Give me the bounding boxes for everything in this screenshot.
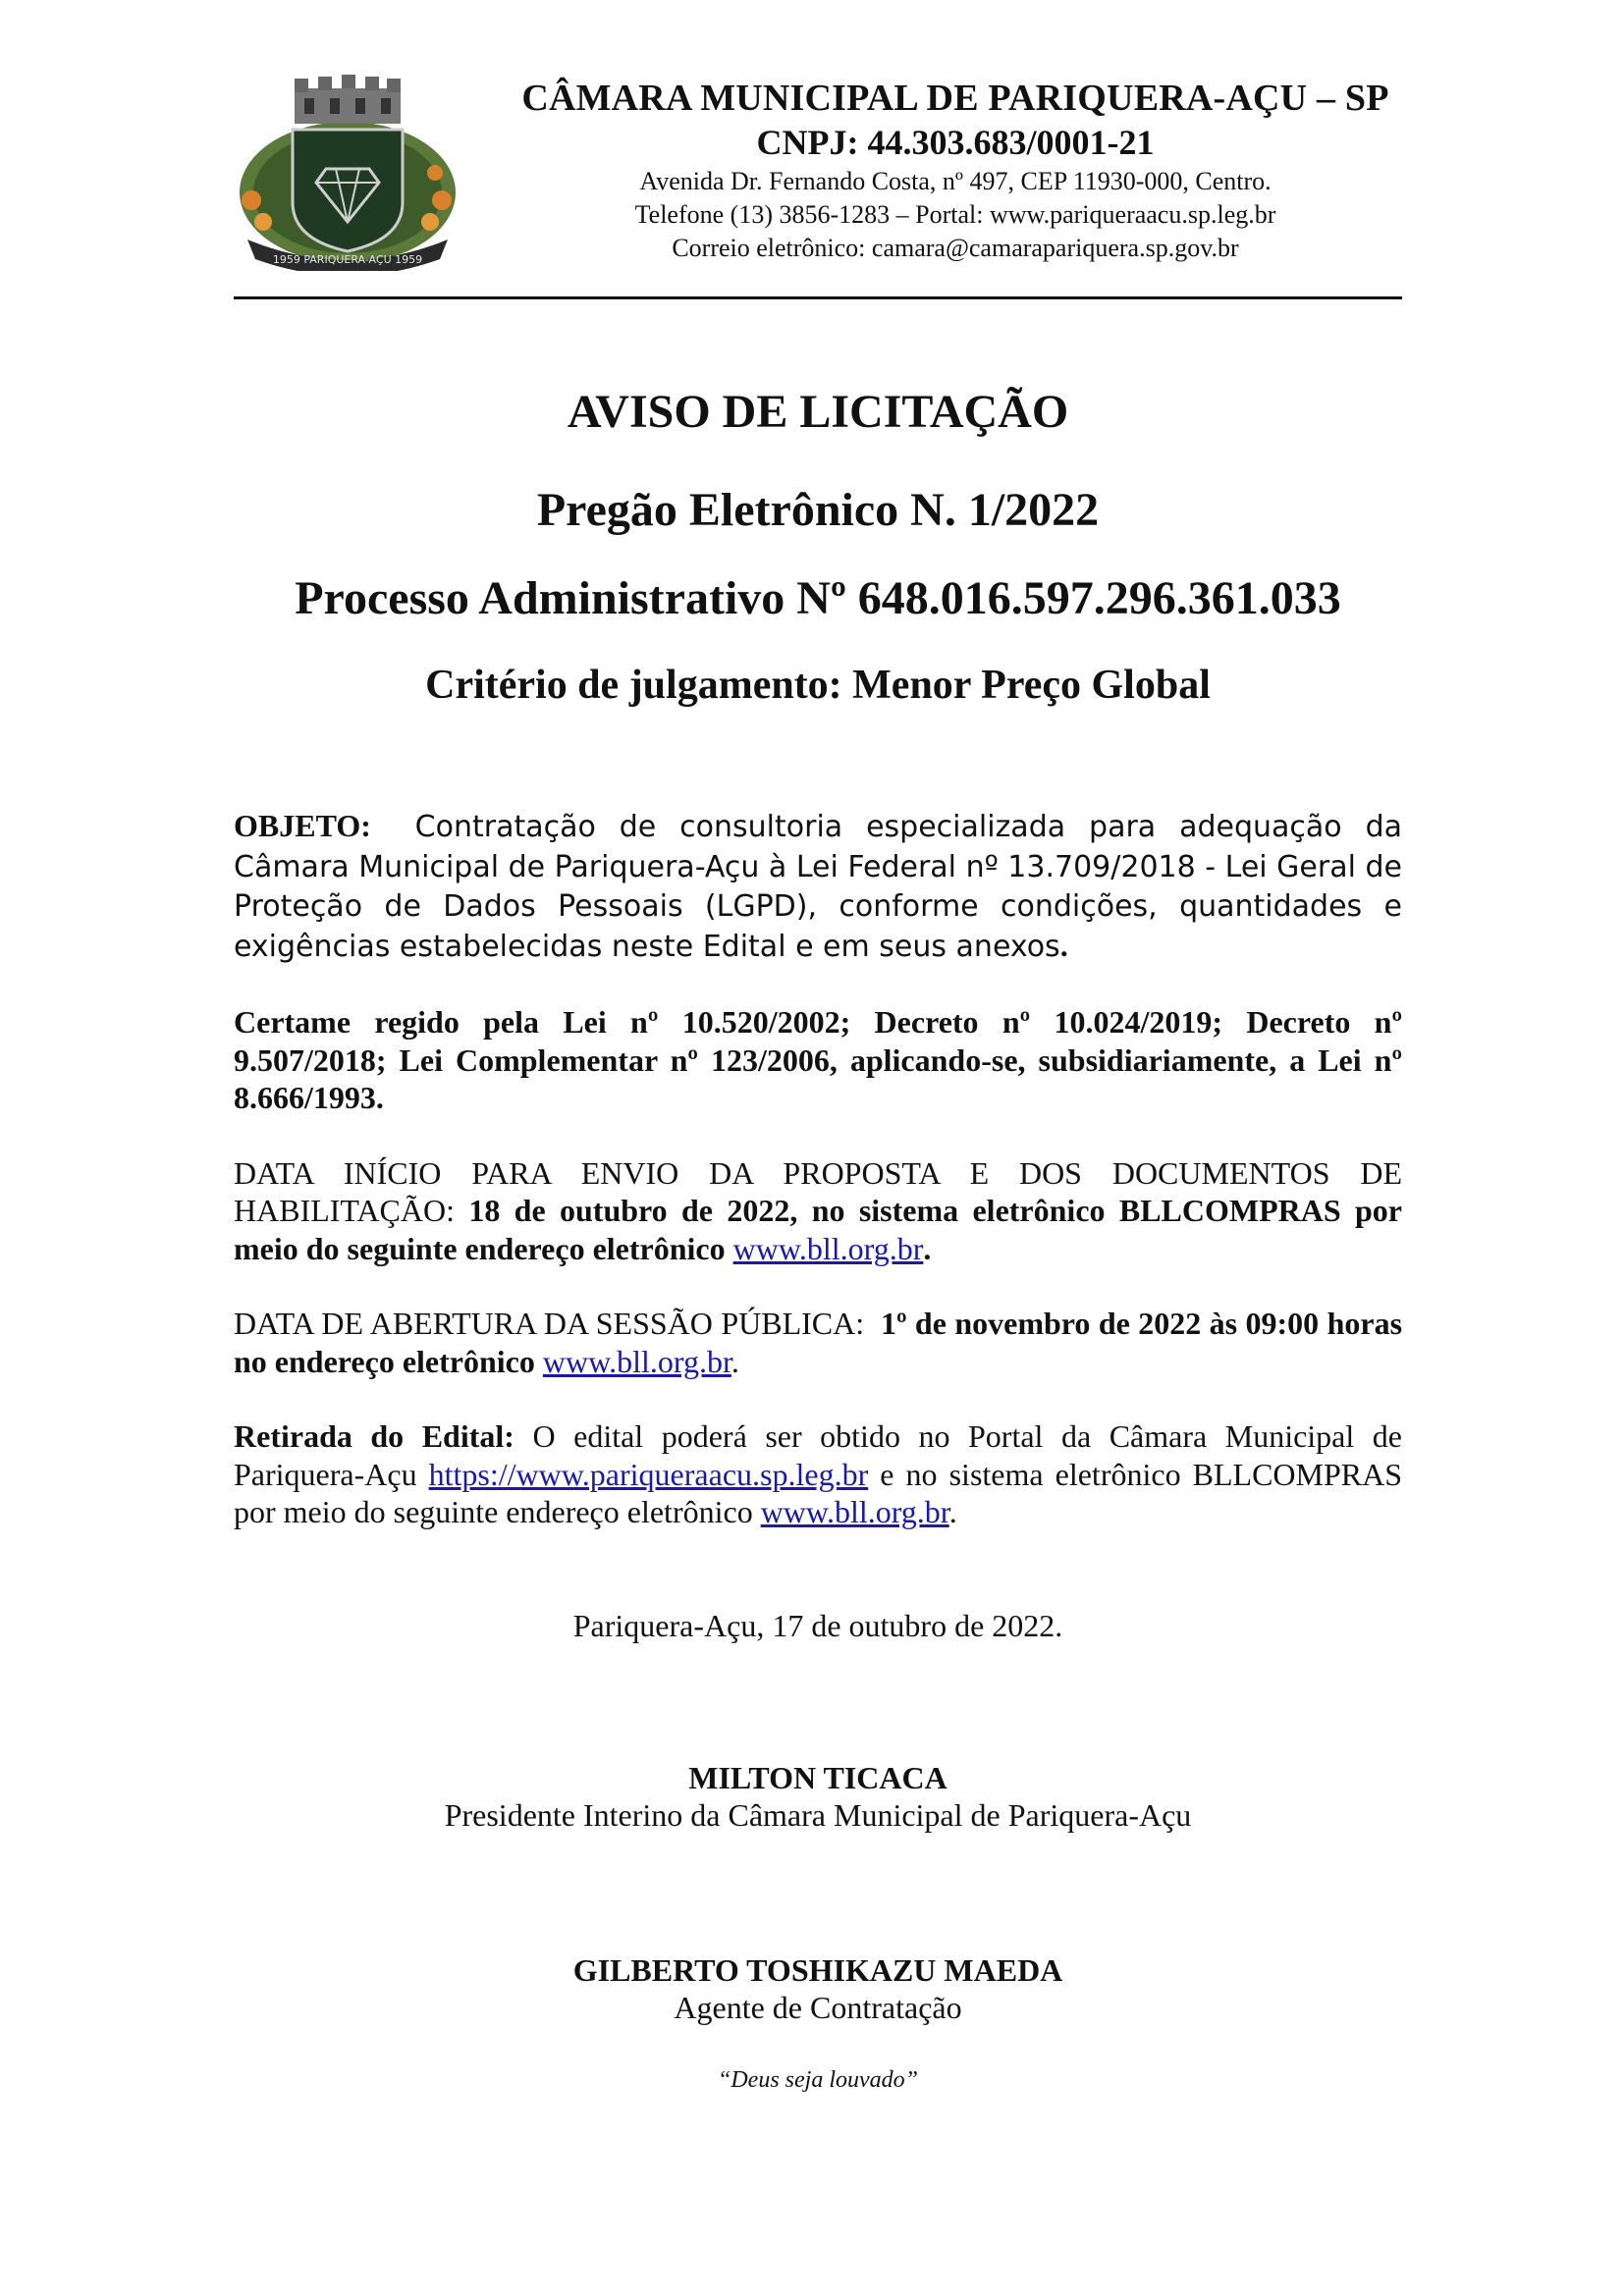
cnpj: CNPJ: 44.303.683/0001-21	[756, 123, 1155, 162]
objeto-text: Contratação de consultoria especializada para adequação da Câmara Municipal de Pariquera-Açu à Lei Federal nº 13.709/2018 - Lei Geral de Proteção de Dados Pessoais (LGPD), conforme condições, quantidades e exigências estabelecidas neste Edital e em seus anexos	[234, 810, 1402, 964]
signatory-name: GILBERTO TOSHIKAZU MAEDA	[572, 1952, 1063, 1988]
signatory-name: MILTON TICACA	[688, 1760, 947, 1795]
address: Avenida Dr. Fernando Costa, nº 497, CEP 11930-000, Centro.	[639, 167, 1272, 195]
retirada-label: Retirada do Edital:	[234, 1418, 514, 1454]
abertura-end: .	[731, 1343, 739, 1379]
municipal-crest-logo	[234, 75, 461, 271]
organization-name: CÂMARA MUNICIPAL DE PARIQUERA-AÇU – SP	[521, 78, 1389, 119]
motto: “Deus seja louvado”	[718, 2067, 918, 2093]
letterhead	[234, 69, 1402, 296]
inicio-link[interactable]: www.bll.org.br	[732, 1230, 924, 1266]
inicio-label: DATA INÍCIO PARA ENVIO DA PROPOSTA E DOS DOCUMENTOS DE HABILITAÇÃO:	[234, 1154, 1402, 1228]
notice-title: AVISO DE LICITAÇÃO	[567, 386, 1069, 438]
email: Correio eletrônico: camara@camarapariquera.sp.gov.br	[672, 234, 1239, 262]
processo-title: Processo Administrativo Nº 648.016.597.296.361.033	[295, 572, 1341, 624]
objeto-end: .	[1059, 927, 1068, 963]
signatory-role: Agente de Contratação	[674, 1990, 962, 2025]
inicio-paragraph	[234, 1154, 1402, 1268]
header-divider	[234, 296, 1402, 299]
notice-body	[234, 807, 1402, 1531]
retirada-text-b: e no sistema eletrônico BLLCOMPRAS por meio do seguinte endereço eletrônico	[234, 1456, 1403, 1529]
abertura-link[interactable]: www.bll.org.br	[542, 1343, 731, 1379]
criterio-title: Critério de julgamento: Menor Preço Global	[425, 663, 1211, 708]
inicio-end: .	[923, 1230, 932, 1266]
bll-link[interactable]: www.bll.org.br	[760, 1494, 949, 1529]
inicio-text: 18 de outubro de 2022, no sistema eletrônico BLLCOMPRAS por meio do seguinte endereço eletrônico	[234, 1193, 1403, 1266]
portal-link[interactable]: https://www.pariqueraacu.sp.leg.br	[428, 1456, 869, 1492]
objeto-paragraph	[234, 807, 1402, 966]
retirada-paragraph	[234, 1417, 1402, 1531]
abertura-text: 1º de novembro de 2022 às 09:00 horas no endereço eletrônico	[234, 1306, 1403, 1379]
abertura-label: DATA DE ABERTURA DA SESSÃO PÚBLICA:	[234, 1306, 865, 1341]
signatory-role: Presidente Interino da Câmara Municipal de Pariquera-Açu	[444, 1797, 1192, 1833]
pregao-title: Pregão Eletrônico N. 1/2022	[536, 484, 1100, 536]
place-date: Pariquera-Açu, 17 de outubro de 2022.	[572, 1608, 1063, 1643]
letterhead-text	[484, 69, 1427, 265]
signature-block	[234, 1951, 1402, 2026]
certame-paragraph: Certame regido pela Lei nº 10.520/2002; Decreto nº 10.024/2019; Decreto nº 9.507/2018; Lei Complementar nº 123/2006, aplicando-se, subsidiariamente, a Lei nº 8.666/1993.	[234, 1004, 1402, 1115]
retirada-end: .	[948, 1494, 957, 1529]
title-block	[234, 383, 1402, 713]
signature-block	[234, 1759, 1402, 1834]
phone-portal: Telefone (13) 3856-1283 – Portal: www.pariqueraacu.sp.leg.br	[634, 200, 1276, 229]
retirada-text-a: O edital poderá ser obtido no Portal da Câmara Municipal de Pariquera-Açu	[234, 1418, 1403, 1492]
abertura-paragraph	[234, 1305, 1402, 1380]
objeto-label: OBJETO:	[234, 808, 371, 843]
crest-ribbon-text: 1959 PARIQUERA-AÇU 1959	[272, 253, 423, 266]
